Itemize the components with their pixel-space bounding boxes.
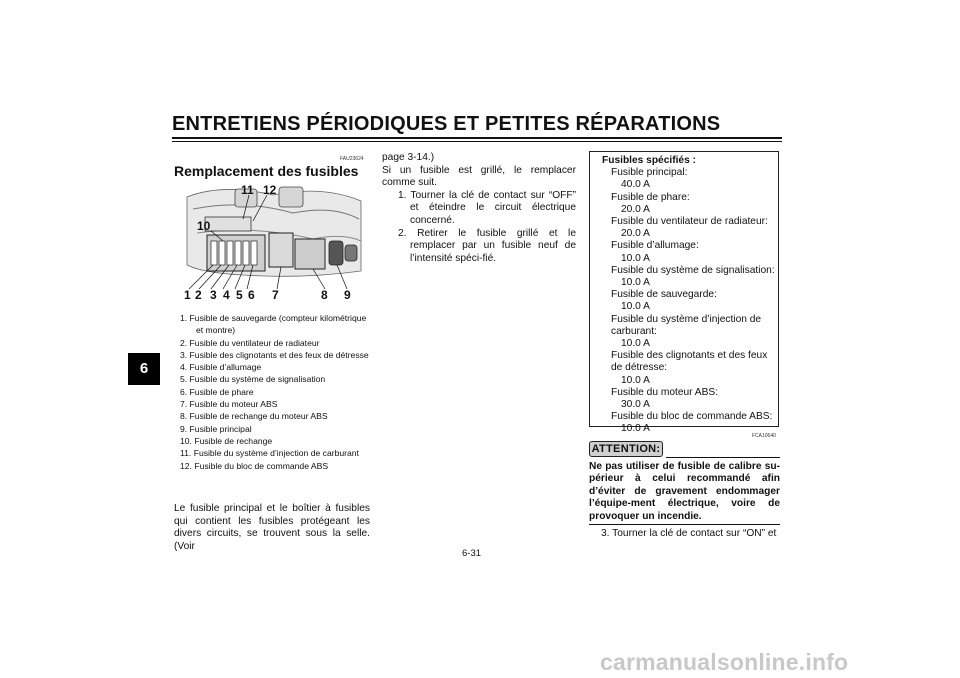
page-header-title: ENTRETIENS PÉRIODIQUES ET PETITES RÉPARATIONS [172,113,721,135]
intro-continuation: page 3-14.) [382,152,435,163]
spec-value: 10.0 A [621,252,650,264]
callout-label: 9 [344,288,351,302]
legend-item: 8. Fusible de rechange du moteur ABS [180,411,328,422]
watermark: carmanualsonline.info [600,649,849,675]
legend-item: 7. Fusible du moteur ABS [180,399,278,410]
spec-title: Fusibles spécifiés : [602,155,696,166]
attention-badge: ATTENTION: [589,441,663,457]
spec-label: Fusible du ventilateur de radiateur: [611,216,768,228]
legend-item: 5. Fusible du système de signalisation [180,374,326,385]
legend-item: 12. Fusible du bloc de commande ABS [180,460,329,471]
step-item: 3. Tourner la clé de contact sur “ON” et [601,528,777,539]
spec-value: 10.0 A [621,301,650,313]
spec-label: Fusible de sauvegarde: [611,289,717,301]
spec-value: 30.0 A [621,399,650,411]
attention-code: FCA10640 [752,433,776,439]
spec-label: Fusible des clignotants et des feux de détresse: [611,350,768,374]
callout-label: 6 [248,288,255,302]
attention-rule [666,457,780,458]
legend-item: 6. Fusible de phare [180,386,254,397]
legend-item: 11. Fusible du système d’injection de carburant [180,448,359,459]
page-number: 6-31 [462,548,482,559]
spec-value: 10.0 A [621,277,650,289]
spec-value: 10.0 A [621,423,650,435]
spec-label: Fusible du système d’injection de carburant: [611,313,762,337]
callout-label: 3 [210,288,217,302]
figure-legend [180,312,370,472]
legend-item: 3. Fusible des clignotants et des feux de détresse [180,349,369,360]
if-blown-paragraph: Si un fusible est grillé, le remplacer comme suit. [382,164,576,189]
spec-label: Fusible principal: [611,167,688,179]
spec-value: 40.0 A [621,179,650,191]
chapter-tab: 6 [128,353,160,385]
step-item: 2. Retirer le fusible grillé et le remplacer par un fusible neuf de l’intensité spéci-fié. [398,227,576,264]
callout-label: 7 [272,288,279,302]
spec-value: 20.0 A [621,228,650,240]
legend-item: 1. Fusible de sauvegarde (compteur kilométrique et montre) [180,313,367,336]
spec-value: 10.0 A [621,338,650,350]
attention-rule [589,524,780,525]
legend-item: 10. Fusible de rechange [180,435,273,446]
spec-label: Fusible d’allumage: [611,240,699,252]
legend-item: 4. Fusible d’allumage [180,362,262,373]
spec-value: 10.0 A [621,374,650,386]
callout-label: 8 [321,288,328,302]
callout-label: 10 [197,219,211,233]
legend-item: 2. Fusible du ventilateur de radiateur [180,337,320,348]
intro-paragraph: Le fusible principal et le boîtier à fusibles qui contient les fusibles protégeant les divers circuits, se trouvent sous la selle. (Voir [174,503,370,552]
spec-label: Fusible de phare: [611,191,690,203]
spec-label: Fusible du moteur ABS: [611,386,719,398]
spec-label: Fusible du système de signalisation: [611,264,775,276]
section-code: FAU23624 [340,156,364,162]
callout-label: 2 [195,288,202,302]
fuse-box-figure [183,179,365,304]
attention-text: Ne pas utiliser de fusible de calibre su-périeur à celui recommandé afin d’éviter de gravement endommager l’équipe-ment électrique, voire de provoquer un incendie. [589,461,780,522]
header-rule [172,141,782,142]
header-rule [172,137,782,139]
spec-value: 20.0 A [621,203,650,215]
callout-label: 1 [184,288,191,302]
callout-label: 11 [241,183,254,197]
fuse-box-illustration [183,179,365,304]
callout-label: 4 [223,288,230,302]
specified-fuses-box [589,151,779,435]
callout-label: 5 [236,288,243,302]
spec-label: Fusible du bloc de commande ABS: [611,411,773,423]
callout-label: 12 [263,183,277,197]
legend-item: 9. Fusible principal [180,423,252,434]
section-title: Remplacement des fusibles [174,163,359,179]
step-item: 1. Tourner la clé de contact sur “OFF” et éteindre le circuit électrique concerné. [398,189,576,226]
middle-column [382,152,576,265]
